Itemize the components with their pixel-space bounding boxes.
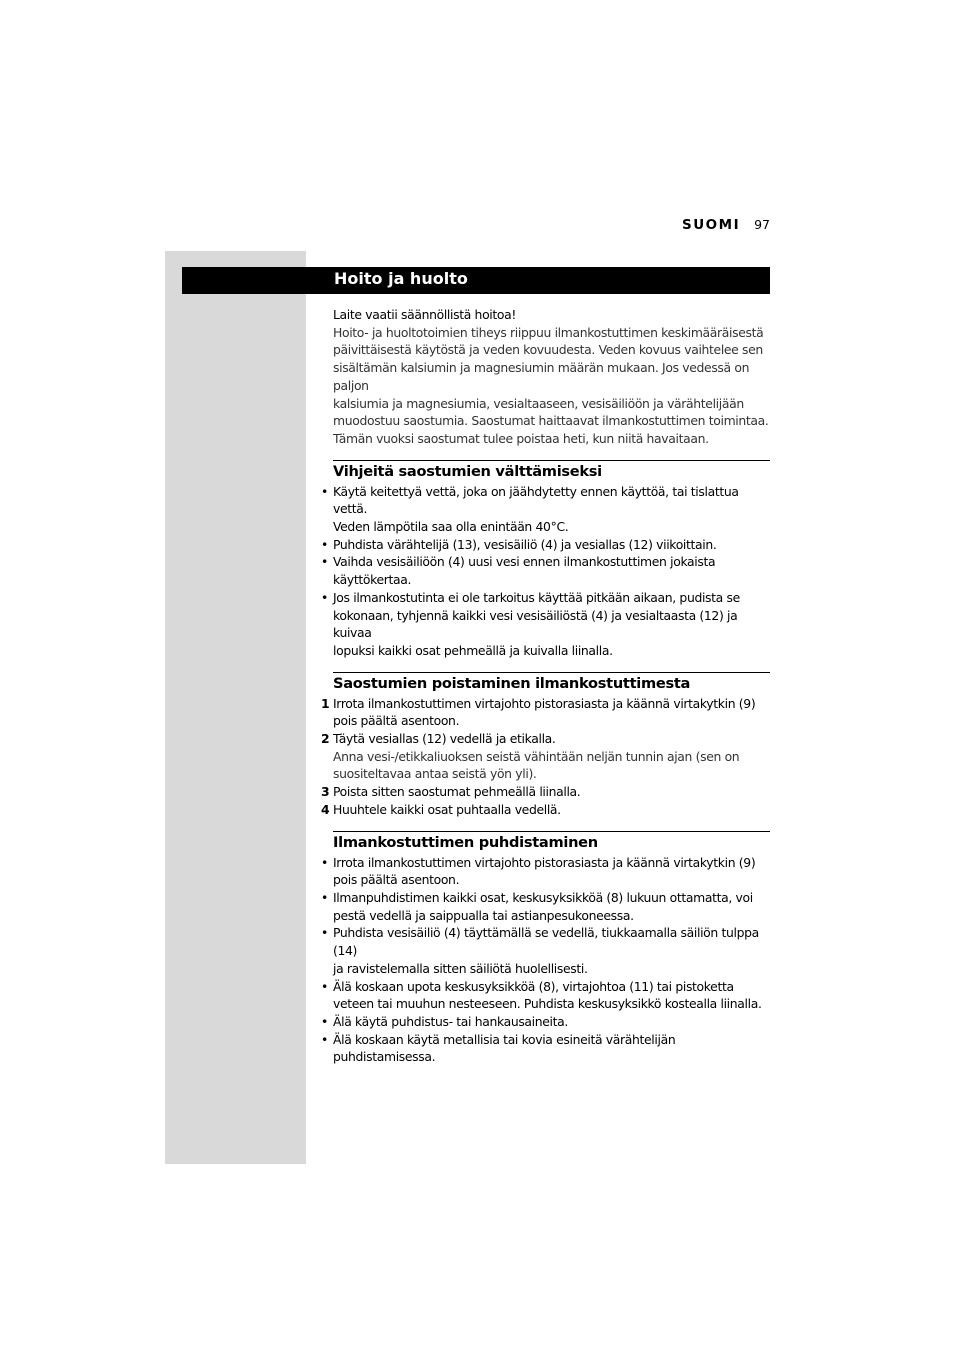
section-cleaning: [321, 831, 770, 1066]
side-margin-band: [165, 251, 306, 1164]
item-line: Poista sitten saostumat pehmeällä liinalla.: [333, 784, 581, 800]
item-line: Käytä keitettyä vettä, joka on jäähdytetty ennen käyttöä, tai tislattua vettä.: [333, 483, 739, 517]
bullet-marker: •: [321, 1031, 328, 1047]
step-number: 3: [321, 784, 330, 800]
item-line: lopuksi kaikki osat pehmeällä ja kuivalla liinalla.: [333, 642, 613, 658]
bullet-marker: •: [321, 589, 328, 605]
item-line: käyttökertaa.: [333, 572, 412, 588]
item-line: Irrota ilmankostuttimen virtajohto pistorasiasta ja käännä virtakytkin (9): [333, 854, 756, 870]
item-line: Jos ilmankostutinta ei ole tarkoitus käyttää pitkään aikaan, pudista se: [333, 589, 740, 605]
list-item: [321, 924, 770, 977]
item-line: veteen tai muuhun nesteeseen. Puhdista keskusyksikkö kostealla liinalla.: [333, 996, 762, 1012]
intro-line: Tämän vuoksi saostumat tulee poistaa heti, kun niitä havaitaan.: [333, 430, 709, 446]
step-number: 2: [321, 731, 330, 747]
intro-line: sisältämän kalsiumin ja magnesiumin määrän mukaan. Jos vedessä on paljon: [333, 360, 750, 393]
bullet-marker: •: [321, 925, 328, 941]
chapter-title: Hoito ja huolto: [334, 269, 468, 288]
bullet-marker: •: [321, 483, 328, 499]
item-line: Puhdista värähtelijä (13), vesisäiliö (4) ja vesiallas (12) viikoittain.: [333, 536, 717, 552]
intro-line: päivittäisestä käytöstä ja veden kovuudesta. Veden kovuus vaihtelee sen: [333, 342, 763, 358]
list-item: [321, 801, 770, 819]
intro-line: kalsiumia ja magnesiumia, vesialtaaseen, vesisäiliöön ja värähtelijään: [333, 395, 744, 411]
item-line: ja ravistelemalla sitten säiliötä huolellisesti.: [333, 960, 588, 976]
bullet-marker: •: [321, 854, 328, 870]
page-number: 97: [754, 217, 770, 232]
list-item: [321, 978, 770, 1013]
bullet-marker: •: [321, 536, 328, 552]
section-avoid-deposits: [321, 460, 770, 660]
item-line: Täytä vesiallas (12) vedellä ja etikalla.: [333, 731, 556, 747]
intro-block: [333, 306, 770, 448]
bullet-marker: •: [321, 554, 328, 570]
list-item: [321, 589, 770, 660]
list-item: [321, 695, 770, 730]
step-note: suositeltavaa antaa seistä yön yli).: [333, 766, 537, 782]
item-line: Älä käytä puhdistus- tai hankausaineita.: [333, 1013, 568, 1029]
intro-heading: Laite vaatii säännöllistä hoitoa!: [333, 307, 516, 322]
section-remove-deposits: [321, 672, 770, 819]
intro-line: Hoito- ja huoltotoimien tiheys riippuu ilmankostuttimen keskimääräisestä: [333, 324, 764, 340]
list-item: [321, 783, 770, 801]
page-content: [321, 306, 770, 1066]
list-item: [321, 889, 770, 924]
item-line: Ilmanpuhdistimen kaikki osat, keskusyksikköä (8) lukuun ottamatta, voi: [333, 889, 753, 905]
item-line: Irrota ilmankostuttimen virtajohto pistorasiasta ja käännä virtakytkin (9): [333, 695, 756, 711]
list-item: [321, 483, 770, 536]
bullet-list: [321, 483, 770, 660]
item-line: Huuhtele kaikki osat puhtaalla vedellä.: [333, 801, 561, 817]
item-line: Vaihda vesisäiliöön (4) uusi vesi ennen ilmankostuttimen jokaista: [333, 554, 716, 570]
intro-line: muodostuu saostumia. Saostumat haittaavat ilmankostuttimen toimintaa.: [333, 413, 769, 429]
bullet-marker: •: [321, 889, 328, 905]
list-item: [321, 1031, 770, 1066]
step-number: 1: [321, 695, 330, 711]
item-line: Älä koskaan käytä metallisia tai kovia esineitä värähtelijän puhdistamisessa.: [333, 1031, 676, 1065]
item-line: Veden lämpötila saa olla enintään 40°C.: [333, 519, 569, 535]
item-line: pois päältä asentoon.: [333, 713, 460, 729]
list-item: [321, 854, 770, 889]
section-heading: Vihjeitä saostumien välttämiseksi: [333, 462, 602, 480]
list-item: [321, 730, 770, 783]
bullet-marker: •: [321, 978, 328, 994]
item-line: pois päältä asentoon.: [333, 872, 460, 888]
page-header: [682, 217, 770, 233]
item-line: Älä koskaan upota keskusyksikköä (8), virtajohtoa (11) tai pistoketta: [333, 978, 734, 994]
section-heading: Ilmankostuttimen puhdistaminen: [333, 833, 598, 851]
list-item: [321, 553, 770, 588]
step-note: Anna vesi-/etikkaliuoksen seistä vähintään neljän tunnin ajan (sen on: [333, 748, 740, 764]
item-line: Puhdista vesisäiliö (4) täyttämällä se vedellä, tiukkaamalla säiliön tulppa (14): [333, 925, 759, 959]
bullet-marker: •: [321, 1013, 328, 1029]
language-label: SUOMI: [681, 217, 741, 233]
numbered-list: [321, 695, 770, 819]
step-number: 4: [321, 801, 330, 817]
bullet-list: [321, 854, 770, 1066]
chapter-title-bar: [182, 267, 770, 294]
item-line: pestä vedellä ja saippualla tai astianpesukoneessa.: [333, 907, 634, 923]
list-item: [321, 536, 770, 554]
list-item: [321, 1013, 770, 1031]
section-heading: Saostumien poistaminen ilmankostuttimesta: [333, 674, 691, 692]
item-line: kokonaan, tyhjennä kaikki vesi vesisäiliöstä (4) ja vesialtaasta (12) ja kuivaa: [333, 607, 738, 641]
intro-text: [333, 324, 770, 448]
